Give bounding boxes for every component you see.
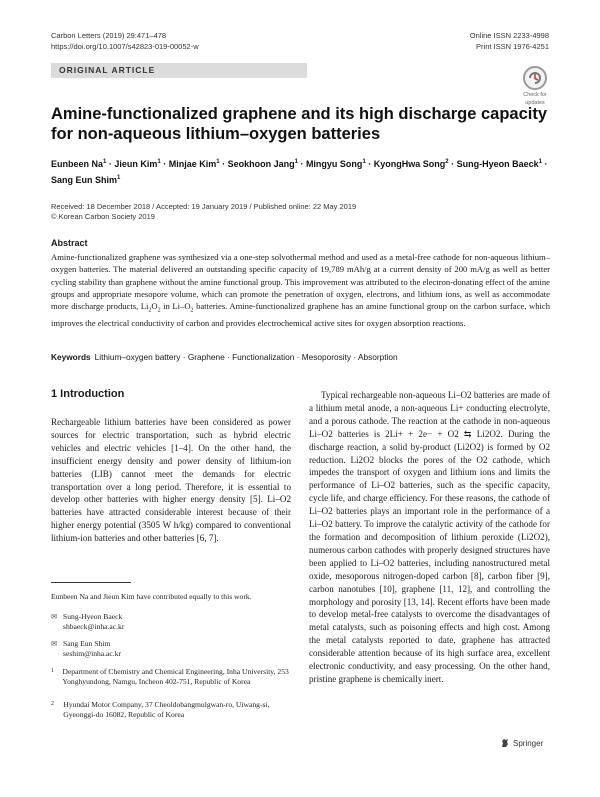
article-type-badge: ORIGINAL ARTICLE bbox=[51, 63, 307, 78]
author-name[interactable]: Sang Eun Shim$^1$ bbox=[51, 175, 121, 185]
doi-link[interactable]: https://doi.org/10.1007/s42823-019-00052-w bbox=[51, 42, 199, 51]
check-label-2: updates bbox=[525, 100, 545, 106]
author-affiliation-mark: 1 bbox=[216, 159, 220, 165]
envelope-icon: ✉ bbox=[51, 612, 58, 621]
author-separator: · bbox=[448, 159, 457, 169]
author-separator: · bbox=[542, 159, 548, 169]
author-list bbox=[51, 155, 551, 187]
author-separator: · bbox=[297, 159, 306, 169]
section-heading-introduction: 1 Introduction bbox=[51, 388, 125, 400]
author-separator: · bbox=[106, 159, 115, 169]
author-affiliation-mark: 1 bbox=[538, 159, 542, 165]
author-affiliation-mark: 1 bbox=[117, 175, 121, 181]
author-separator: · bbox=[365, 159, 374, 169]
author-name[interactable]: Mingyu Song$^1$ bbox=[305, 159, 366, 169]
affiliation-number-2: 2 bbox=[51, 701, 54, 707]
title-line-2: for non-aqueous lithium–oxygen batteries bbox=[51, 125, 381, 143]
online-issn: Online ISSN 2233-4998 bbox=[469, 31, 549, 40]
check-label-1: Check for bbox=[523, 92, 547, 98]
corresponding-name-2: Sang Eun Shim bbox=[63, 639, 111, 648]
author-name[interactable]: Minjae Kim$^1$ bbox=[168, 159, 220, 169]
contribution-note: Eunbeen Na and Jieun Kim have contributed equally to this work. bbox=[51, 592, 252, 601]
author-name[interactable]: Seokhoon Jang$^1$ bbox=[227, 159, 298, 169]
check-for-updates-button[interactable] bbox=[518, 66, 552, 106]
author-separator: · bbox=[160, 159, 169, 169]
envelope-icon: ✉ bbox=[51, 639, 58, 648]
author-separator: · bbox=[219, 159, 228, 169]
author-affiliation-mark: 1 bbox=[362, 159, 366, 165]
title-line-1: Amine-functionalized graphene and its high discharge capacity bbox=[51, 105, 548, 123]
affiliation-2 bbox=[51, 700, 296, 720]
publisher-name: Springer bbox=[513, 738, 544, 748]
intro-right-text: Typical rechargeable non-aqueous Li–O2 batteries are made of a lithium metal anode, a non-aqueous Li+ conducting electrolyte, and a porous cathode. The reaction at the cathode in non-aqueous Li–O2 batteries is 2Li+ + 2e− + O2 ⇆ Li2O2. During the discharge reaction, a solid by-product (Li2O2) is formed by O2 reduction. Li2O2 blocks the pores of the O2 cathode, which impedes the transport of oxygen and lithium ions and limits the performance of Li–O2 batteries, such as the specific capacity, cycle life, and charge efficiency. For these reasons, the cathode of Li–O2 batteries plays an important role in the performance of a Li–O2 battery. To improve the catalytic activity of the cathode for the formation and decomposition of lithium peroxide (Li2O2), numerous carbon cathodes with properly designed structures have been applied to Li–O2 batteries, including nanostructured metal oxide, mesoporous nitrogen-doped carbon [8], carbon fiber [9], carbon nanotubes [10], graphene [11, 12], and controlling the morphology and porosity [13, 14]. Recent efforts have been made to develop metal-free catalysts to overcome the disadvantages of metal catalysts, such as poisoning effects and high cost. Among the metal catalysts reported to date, graphene has attracted considerable attention because of its high surface area, excellent electronic conductivity, and easy processing. On the other hand, pristine graphene is chemically inert. bbox=[309, 390, 550, 684]
footnote-rule bbox=[51, 582, 131, 583]
copyright: © Korean Carbon Society 2019 bbox=[51, 212, 155, 221]
author-name[interactable]: Eunbeen Na$^1$ bbox=[51, 159, 107, 169]
intro-right-column bbox=[309, 389, 550, 686]
author-name[interactable]: KyongHwa Song$^2$ bbox=[373, 159, 449, 169]
author-affiliation-mark: 1 bbox=[157, 159, 161, 165]
journal-line: Carbon Letters (2019) 29:471–478 bbox=[51, 31, 167, 40]
abstract-part-3: batteries. Amine-functionalized graphene has an amine functional group on the carbon surface, which improves the electrical conductivity of carbon and provides electrochemical active sites for oxygen absorption reactions. bbox=[51, 301, 551, 329]
springer-horse-icon bbox=[500, 738, 510, 748]
keywords-list: Lithium–oxygen battery · Graphene · Functionalization · Mesoporosity · Absorption bbox=[94, 352, 398, 362]
check-for-updates-icon bbox=[523, 66, 547, 90]
affiliation-text-2: Hyundai Motor Company, 37 Cheoldobangmulgwan-ro, Uiwang-si, Gyeonggi-do 16082, Republic of Korea bbox=[63, 700, 270, 719]
intro-left-column: Rechargeable lithium batteries have been considered as power sources for electric transportation, such as hybrid electric vehicles and electric vehicles [1–4]. On the other hand, the insufficient energy density and power density of lithium-ion batteries (LIB) cannot meet the demands for electric transportation over a long period. Therefore, it is essential to develop other batteries with higher energy density [5]. Li–O2 batteries have attracted considerable interest because of their higher energy potential (3505 W h/kg) compared to conventional lithium-ion batteries and other batteries [6, 7]. bbox=[51, 417, 291, 544]
corresponding-author-1 bbox=[51, 612, 296, 632]
author-affiliation-mark: 2 bbox=[445, 159, 449, 165]
abstract-text: Amine-functionalized graphene was synthesized via a one-step solvothermal method and used as a metal-free cathode for non-aqueous lithium–oxygen batteries. The material delivered an outstanding specific capacity of 19,789 mAh/g at a current density of 200 mA/g as well as better cycling stability than graphene without the amine functional group. This improvement was attributed to the electron-donating effect of the amine groups and appropriate mesopore volume, which can promote the penetration of oxygen, electrons, and lithium ions, as well as accommodate more discharge products, $Li_2O_2$ in $Li-O_2$ batteries. Amine-functionalized graphene has an amine functional group on the carbon surface, which improves the electrical conductivity of carbon and provides electrochemical active sites for oxygen absorption reactions. bbox=[51, 252, 551, 329]
abstract-part-2: in Li–O bbox=[160, 301, 191, 312]
abstract-heading: Abstract bbox=[51, 238, 88, 248]
author-name[interactable]: Jieun Kim$^1$ bbox=[114, 159, 161, 169]
author-name[interactable]: Sung-Hyeon Baeck$^1$ bbox=[456, 159, 542, 169]
print-issn: Print ISSN 1976-4251 bbox=[476, 42, 549, 51]
publisher-logo bbox=[500, 738, 543, 748]
issn-block bbox=[470, 30, 549, 52]
abstract-part-1: Amine-functionalized graphene was synthesized via a one-step solvothermal method and used as a metal-free cathode for non-aqueous lithium–oxygen batteries. The material delivered an outstanding specific capacity of 19,789 mAh/g at a current density of 200 mA/g as well as better cycling stability than graphene without the amine functional group. This improvement was attributed to the electron-donating effect of the amine groups and appropriate mesopore volume, which can promote the penetration of oxygen, electrons, and lithium ions, as well as accommodate more discharge products, bbox=[51, 252, 550, 312]
corresponding-email-1[interactable]: shbaeck@inha.ac.kr bbox=[63, 622, 125, 631]
publication-dates bbox=[51, 202, 551, 222]
corresponding-email-2[interactable]: seshim@inha.ac.kr bbox=[63, 649, 122, 658]
keywords-label: Keywords bbox=[51, 352, 91, 362]
corresponding-name-1: Sung-Hyeon Baeck bbox=[63, 612, 123, 621]
affiliation-text-1: Department of Chemistry and Chemical Engineering, Inha University, 253 Yonghyundong, Namgu, Incheon 402-751, Republic of Korea bbox=[62, 667, 289, 686]
article-title bbox=[51, 104, 551, 144]
corresponding-author-2 bbox=[51, 639, 296, 659]
affiliation-1 bbox=[51, 667, 296, 687]
author-affiliation-mark: 1 bbox=[294, 159, 298, 165]
journal-citation bbox=[51, 30, 199, 52]
affiliation-number-1: 1 bbox=[51, 668, 54, 674]
keywords bbox=[51, 352, 550, 362]
history-dates: Received: 18 December 2018 / Accepted: 19 January 2019 / Published online: 22 May 2019 bbox=[51, 202, 357, 211]
author-affiliation-mark: 1 bbox=[103, 159, 107, 165]
